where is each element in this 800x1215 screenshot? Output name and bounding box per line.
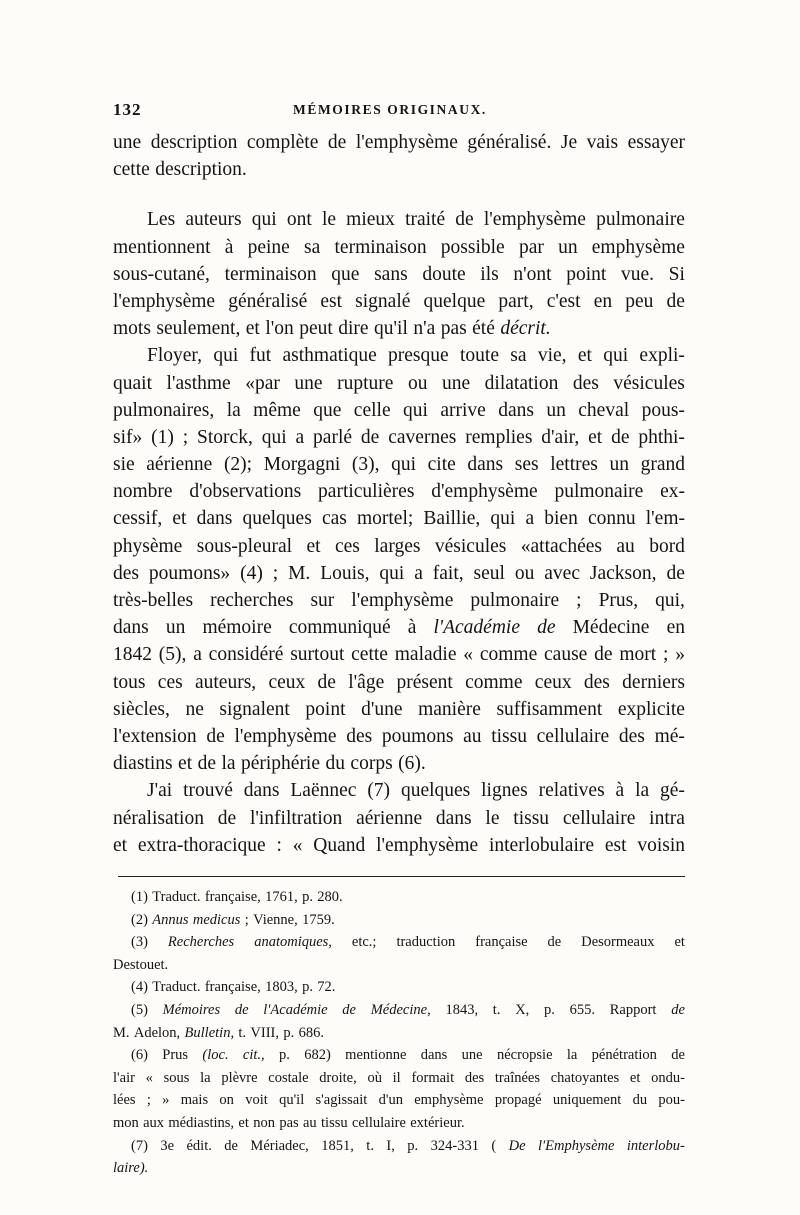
text-line: physème sous-pleural et ces larges vésicules «attachées au bord	[113, 535, 685, 557]
running-title: MÉMOIRES ORIGINAUX.	[293, 102, 487, 117]
text-line: cette description.	[113, 159, 247, 181]
footnote-line: mon aux médiastins, et non pas au tissu cellulaire extérieur.	[113, 1114, 465, 1131]
page-number: 132	[113, 100, 142, 119]
footnote-line: (1) Traduct. française, 1761, p. 280.	[131, 889, 343, 905]
page-header	[113, 100, 685, 124]
text-line: l'emphysème généralisé est signalé quelque part, c'est en peu de	[113, 290, 685, 312]
footnote-line: l'air « sous la plèvre costale droite, où il formait des traînées chatoyantes et ondu-	[113, 1069, 685, 1086]
text-line: nombre d'observations particulières d'emphysème pulmonaire ex-	[113, 481, 685, 503]
text-line: sif» (1) ; Storck, qui a parlé de cavernes remplies d'air, et de phthi-	[113, 426, 685, 448]
text-line: quait l'asthme «par une rupture ou une dilatation des vésicules	[113, 372, 685, 394]
text-line: très-belles recherches sur l'emphysème pulmonaire ; Prus, qui,	[113, 590, 685, 611]
footnote-line: (2) Annus medicus ; Vienne, 1759.	[131, 911, 335, 928]
body-text	[113, 129, 685, 859]
text-line: diastins et de la périphérie du corps (6).	[113, 753, 426, 775]
text-line: Les auteurs qui ont le mieux traité de l'emphysème pulmonaire	[147, 209, 685, 231]
text-line: mots seulement, et l'on peut dire qu'il n'a pas été décrit.	[113, 318, 551, 340]
footnote-line: lées ; » mais on voit qu'il s'agissait d'un emphysème propagé uniquement du pou-	[113, 1092, 685, 1109]
text-line: pulmonaires, la même que celle qui arrive dans un cheval pous-	[113, 399, 685, 421]
text-line: dans un mémoire communiqué à l'Académie de Médecine en	[113, 617, 685, 639]
text-line: sie aérienne (2); Morgagni (3), qui cite dans ses lettres un grand	[113, 454, 685, 476]
footnote-line: (4) Traduct. française, 1803, p. 72.	[131, 979, 336, 996]
footnote-line: laire).	[113, 1160, 149, 1177]
footnotes	[113, 886, 685, 1180]
footnote-line: M. Adelon, Bulletin, t. VIII, p. 686.	[113, 1024, 324, 1041]
text-line: une description complète de l'emphysème généralisé. Je vais essayer	[113, 132, 685, 153]
text-line: siècles, ne signalent point d'une manière suffisamment explicite	[113, 698, 685, 720]
text-line: J'ai trouvé dans Laënnec (7) quelques lignes relatives à la gé-	[147, 780, 685, 802]
paragraph-gap	[113, 183, 685, 206]
text-line: et extra-thoracique : « Quand l'emphysème interlobulaire est voisin	[113, 834, 685, 856]
footnote-rule	[118, 876, 685, 877]
text-line: cessif, et dans quelques cas mortel; Baillie, qui a bien connu l'em-	[113, 508, 685, 530]
text-line: mentionnent à peine sa terminaison possible par un emphysème	[113, 236, 685, 258]
text-line: tous ces auteurs, ceux de l'âge présent comme ceux des derniers	[113, 671, 685, 693]
text-line: des poumons» (4) ; M. Louis, qui a fait, seul ou avec Jackson, de	[113, 562, 685, 584]
text-line: l'extension de l'emphysème des poumons au tissu cellulaire des mé-	[113, 725, 685, 747]
text-line: 1842 (5), a considéré surtout cette maladie « comme cause de mort ; »	[113, 644, 685, 666]
footnote-line: (7) 3e édit. de Mériadec, 1851, t. I, p. 324-331 ( De l'Emphysème interlobu-	[131, 1137, 685, 1154]
footnote-line: (5) Mémoires de l'Académie de Médecine, 1843, t. X, p. 655. Rapport de	[131, 1001, 685, 1018]
text-line: néralisation de l'infiltration aérienne dans le tissu cellulaire intra	[113, 807, 685, 829]
footnote-line: (3) Recherches anatomiques, etc.; traduction française de Desormeaux et	[131, 934, 685, 951]
footnote-line: Destouet.	[113, 956, 169, 973]
footnote-line: (6) Prus (loc. cit., p. 682) mentionne dans une nécropsie la pénétration de	[131, 1047, 685, 1064]
text-line: sous-cutané, terminaison que sans doute ils n'ont point vue. Si	[113, 263, 685, 285]
text-line: Floyer, qui fut asthmatique presque toute sa vie, et qui expli-	[147, 345, 685, 367]
